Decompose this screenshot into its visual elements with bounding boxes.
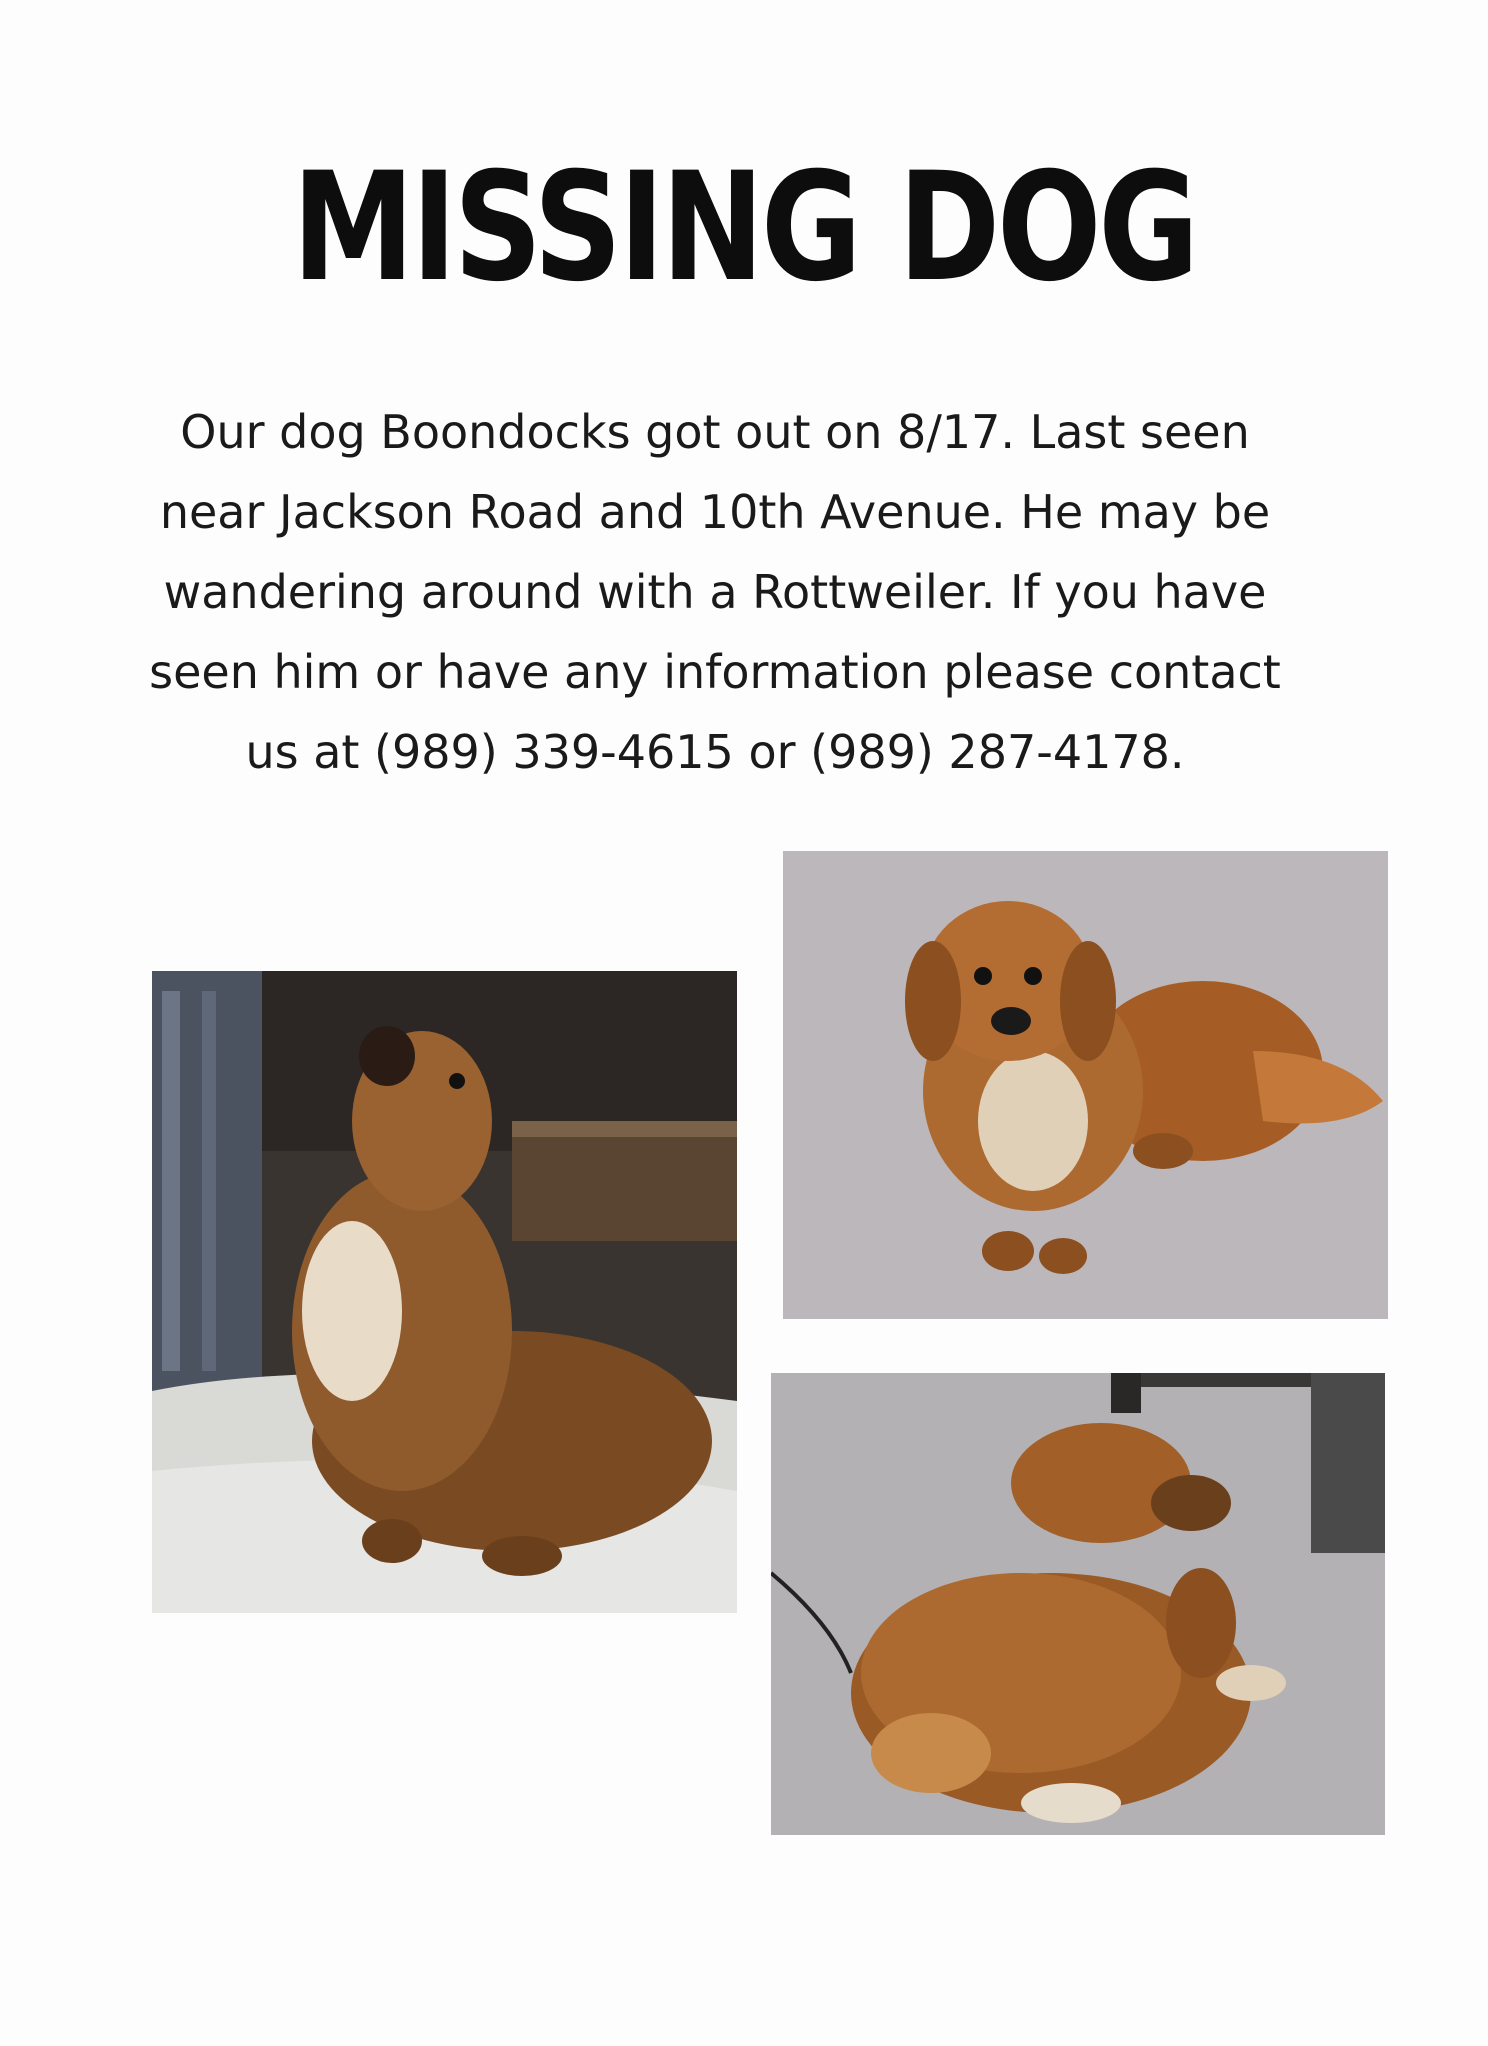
dog-lying-on-carpet-icon: [783, 851, 1388, 1319]
dog-photo-lying-down: [783, 851, 1388, 1319]
dog-sleeping-icon: [771, 1373, 1385, 1835]
dog-photo-looking-up: [152, 971, 737, 1613]
poster-title: MISSING DOG: [292, 141, 1196, 315]
dog-looking-up-icon: [152, 971, 737, 1613]
dog-photo-sleeping: [771, 1373, 1385, 1835]
poster-description: Our dog Boondocks got out on 8/17. Last seen near Jackson Road and 10th Avenue. He may be wandering around with a Rottweiler. If you have seen him or have any information please contact us at (989) 339-4615 or (989) 287-4178.: [149, 405, 1281, 779]
